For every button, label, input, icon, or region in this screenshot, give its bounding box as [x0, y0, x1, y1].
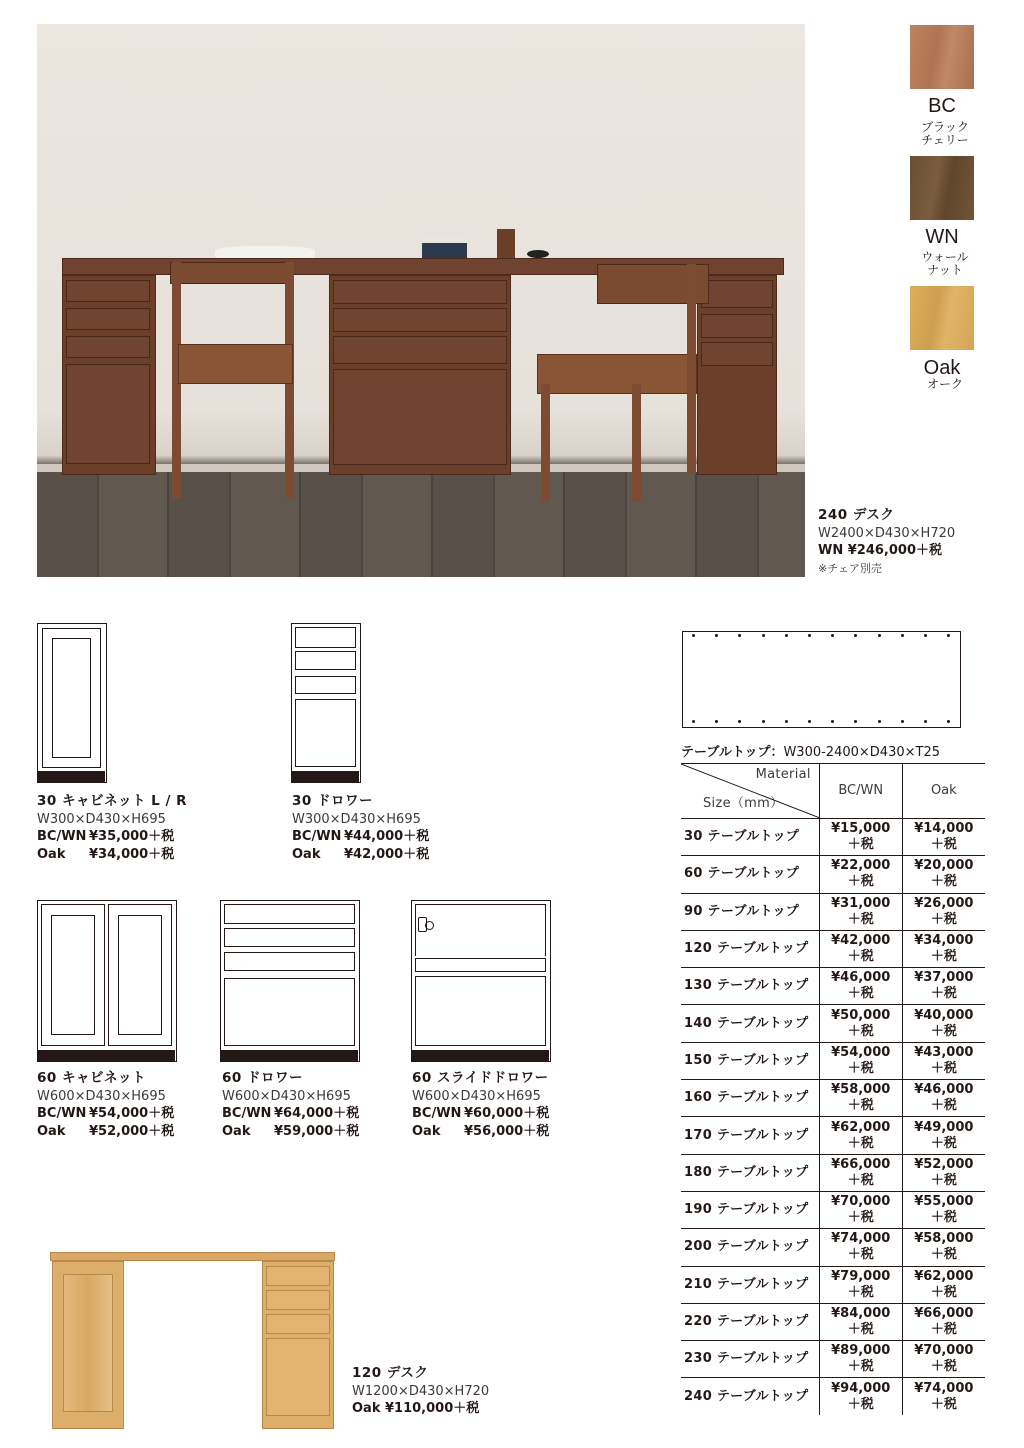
hero-photo-240-desk: [37, 24, 805, 577]
tabletop-dot: [808, 720, 811, 723]
price-amount: ¥37,000: [914, 970, 974, 986]
unit-dims: W300×D430×H695: [37, 811, 166, 827]
price-value: ¥64,000＋税: [274, 1106, 360, 1121]
price-label: Oak: [412, 1123, 441, 1139]
price-amount: ¥40,000: [914, 1007, 974, 1023]
right-chair: [537, 264, 712, 504]
row-size: 130 テーブルトップ: [681, 968, 819, 1005]
row-size: 60 テーブルトップ: [681, 856, 819, 893]
price-amount: ¥62,000: [914, 1268, 974, 1284]
price-tax: ＋税: [847, 1396, 874, 1412]
price-tax: ＋税: [847, 874, 874, 890]
row-price-bc-wn: [819, 1080, 902, 1117]
price-amount: ¥79,000: [831, 1268, 891, 1284]
tabletop-price-table: [681, 763, 985, 1415]
swatch-wn-name-2: ナット: [927, 263, 963, 277]
table-row: [681, 968, 985, 1005]
tabletop-caption-dims: W300-2400×D430×T25: [783, 745, 940, 760]
table-row: [681, 1341, 985, 1378]
tabletop-dot: [762, 634, 765, 637]
swatch-wn-code: WN: [925, 226, 959, 248]
price-amount: ¥89,000: [831, 1343, 891, 1359]
price-tax: ＋税: [930, 1322, 957, 1337]
unit-dims: W300×D430×H695: [292, 811, 421, 827]
tabletop-dot: [738, 720, 741, 723]
price-tax: ＋税: [930, 949, 957, 965]
unit-60-drawer: [222, 1070, 359, 1140]
unit-30-cabinet: [37, 793, 187, 863]
price-value: ¥35,000＋税: [89, 829, 175, 844]
price-amount: ¥55,000: [914, 1194, 974, 1210]
row-price-oak: [902, 856, 985, 893]
swatch-bc-name-1: ブラック: [921, 120, 969, 134]
price-tax: ＋税: [847, 837, 874, 853]
table-header-row: [681, 764, 985, 819]
header-oak: Oak: [902, 764, 985, 819]
price-amount: ¥54,000: [831, 1044, 891, 1060]
swatch-bc-code: BC: [928, 95, 956, 117]
unit-price-bc: [412, 1105, 549, 1123]
row-price-bc-wn: [819, 1005, 902, 1042]
row-size: 150 テーブルトップ: [681, 1042, 819, 1079]
price-label: BC/WN: [37, 829, 87, 844]
tabletop-dot: [831, 634, 834, 637]
price-tax: ＋税: [930, 1247, 957, 1263]
row-price-oak: [902, 968, 985, 1005]
tabletop-dot: [715, 634, 718, 637]
unit-price-bc: [37, 828, 187, 846]
price-tax: ＋税: [930, 1172, 957, 1188]
row-price-bc-wn: [819, 1378, 902, 1415]
price-tax: ＋税: [930, 1210, 957, 1226]
price-tax: ＋税: [930, 986, 957, 1002]
hero-price: WN ¥246,000＋税: [818, 543, 943, 558]
unit-price-oak: [37, 846, 187, 864]
row-price-oak: [902, 930, 985, 967]
price-value: ¥59,000＋税: [274, 1123, 360, 1139]
center-drawer: [333, 369, 507, 465]
row-price-bc-wn: [819, 930, 902, 967]
price-tax: ＋税: [847, 911, 874, 927]
price-value: ¥42,000＋税: [344, 846, 430, 862]
unit-title: 60 スライドドロワー: [412, 1070, 549, 1086]
desk-120-dims: W1200×D430×H720: [352, 1383, 490, 1399]
tabletop-dot: [831, 720, 834, 723]
table-row: [681, 1266, 985, 1303]
tabletop-dot: [785, 720, 788, 723]
table-row: [681, 1080, 985, 1117]
tabletop-dot: [854, 634, 857, 637]
header-bc-wn: BC/WN: [819, 764, 902, 819]
tabletop-dot: [901, 720, 904, 723]
center-drawer: [333, 280, 507, 304]
row-price-oak: [902, 1191, 985, 1228]
tabletop-dot: [947, 720, 950, 723]
price-amount: ¥46,000: [831, 970, 891, 986]
hero-caption: [818, 507, 955, 577]
tabletop-dot: [785, 634, 788, 637]
table-row: [681, 819, 985, 856]
drawing-60-slide-drawer: [411, 900, 551, 1062]
price-amount: ¥94,000: [831, 1380, 891, 1396]
desk-120-title: 120 デスク: [352, 1365, 429, 1381]
price-value: ¥60,000＋税: [464, 1106, 550, 1121]
unit-price-bc: [292, 828, 429, 846]
price-amount: ¥50,000: [831, 1007, 891, 1023]
price-tax: ＋税: [847, 1060, 874, 1076]
center-drawer: [333, 308, 507, 332]
swatch-oak-name-1: オーク: [926, 377, 963, 391]
price-amount: ¥20,000: [914, 858, 974, 874]
price-tax: ＋税: [847, 1135, 874, 1151]
price-amount: ¥58,000: [831, 1082, 891, 1098]
center-drawer: [333, 336, 507, 364]
unit-dims: W600×D430×H695: [222, 1088, 351, 1104]
price-amount: ¥66,000: [914, 1306, 974, 1321]
price-label: BC/WN: [37, 1106, 87, 1121]
price-tax: ＋税: [847, 1284, 874, 1300]
price-amount: ¥34,000: [914, 933, 974, 949]
row-size: 30 テーブルトップ: [681, 819, 819, 856]
table-row: [681, 893, 985, 930]
price-tax: ＋税: [930, 874, 957, 890]
price-tax: ＋税: [847, 1359, 874, 1375]
row-size: 120 テーブルトップ: [681, 930, 819, 967]
row-size: 220 テーブルトップ: [681, 1303, 819, 1340]
unit-price-bc: [222, 1105, 359, 1123]
unit-title: 30 キャビネット L / R: [37, 793, 188, 809]
row-size: 140 テーブルトップ: [681, 1005, 819, 1042]
price-tax: ＋税: [847, 949, 874, 965]
row-price-bc-wn: [819, 856, 902, 893]
row-price-bc-wn: [819, 1042, 902, 1079]
price-amount: ¥26,000: [914, 895, 974, 911]
unit-title: 30 ドロワー: [292, 793, 373, 809]
row-size: 90 テーブルトップ: [681, 893, 819, 930]
price-tax: ＋税: [930, 911, 957, 927]
tabletop-dot: [692, 634, 695, 637]
row-size: 190 テーブルトップ: [681, 1191, 819, 1228]
tabletop-dot: [762, 720, 765, 723]
price-amount: ¥49,000: [914, 1119, 974, 1135]
table-row: [681, 1303, 985, 1340]
price-tax: ＋税: [930, 1060, 957, 1076]
row-price-oak: [902, 1266, 985, 1303]
price-tax: ＋税: [847, 1210, 874, 1226]
book-stack: [422, 238, 467, 258]
tabletop-dot: [738, 634, 741, 637]
swatch-wn: [910, 156, 974, 220]
tabletop-dot: [901, 634, 904, 637]
photo-120-desk: [50, 1252, 335, 1430]
row-price-bc-wn: [819, 1117, 902, 1154]
left-cabinet-drawer: [66, 308, 150, 330]
price-amount: ¥52,000: [914, 1156, 974, 1172]
price-value: ¥54,000＋税: [89, 1106, 175, 1121]
unit-60-slide-drawer: [412, 1070, 549, 1140]
unit-price-oak: [222, 1123, 359, 1141]
table-row: [681, 1042, 985, 1079]
price-amount: ¥42,000: [831, 933, 891, 949]
left-cabinet-door: [66, 364, 150, 464]
price-tax: ＋税: [847, 1322, 874, 1337]
price-amount: ¥31,000: [831, 895, 891, 911]
price-tax: ＋税: [930, 1023, 957, 1039]
price-amount: ¥66,000: [831, 1156, 891, 1172]
price-tax: ＋税: [847, 1023, 874, 1039]
table-header-diagonal: [681, 764, 819, 819]
row-price-oak: [902, 1378, 985, 1415]
price-amount: ¥74,000: [914, 1380, 974, 1396]
price-label: Oak: [292, 846, 321, 862]
tabletop-dot: [924, 634, 927, 637]
price-amount: ¥84,000: [831, 1306, 891, 1321]
desk-120-caption: [352, 1365, 489, 1418]
header-material: Material: [755, 767, 811, 782]
swatch-oak-name: [905, 378, 985, 391]
swatch-wn-name-1: ウォール: [921, 250, 969, 264]
table-row: [681, 930, 985, 967]
header-size: Size（mm）: [703, 796, 784, 811]
unit-title: 60 ドロワー: [222, 1070, 303, 1086]
row-price-oak: [902, 1005, 985, 1042]
price-amount: ¥70,000: [831, 1194, 891, 1210]
price-amount: ¥46,000: [914, 1082, 974, 1098]
tabletop-dot: [947, 634, 950, 637]
unit-price-oak: [37, 1123, 174, 1141]
drawing-30-cabinet: [37, 623, 107, 783]
hero-dims: W2400×D430×H720: [818, 525, 956, 541]
price-amount: ¥22,000: [831, 858, 891, 874]
row-price-bc-wn: [819, 1341, 902, 1378]
row-price-bc-wn: [819, 1191, 902, 1228]
price-label: Oak: [37, 1123, 66, 1139]
price-label: Oak: [222, 1123, 251, 1139]
drawing-30-drawer: [291, 623, 361, 783]
unit-title: 60 キャビネット: [37, 1070, 146, 1086]
row-price-oak: [902, 1303, 985, 1340]
row-price-oak: [902, 1117, 985, 1154]
left-cabinet-drawer: [66, 280, 150, 302]
unit-dims: W600×D430×H695: [37, 1088, 166, 1104]
row-price-oak: [902, 1229, 985, 1266]
row-size: 240 テーブルトップ: [681, 1378, 819, 1415]
price-tax: ＋税: [930, 1135, 957, 1151]
row-size: 170 テーブルトップ: [681, 1117, 819, 1154]
tabletop-dot: [808, 634, 811, 637]
table-row: [681, 1117, 985, 1154]
unit-price-oak: [292, 846, 429, 864]
table-row: [681, 1378, 985, 1415]
price-label: BC/WN: [412, 1106, 462, 1121]
unit-60-cabinet: [37, 1070, 174, 1140]
price-value: ¥56,000＋税: [464, 1123, 550, 1139]
row-size: 160 テーブルトップ: [681, 1080, 819, 1117]
swatch-wn-name: [905, 251, 985, 277]
price-tax: ＋税: [930, 1359, 957, 1375]
tabletop-dot: [878, 634, 881, 637]
left-cabinet-drawer: [66, 336, 150, 358]
price-tax: ＋税: [847, 986, 874, 1002]
price-tax: ＋税: [930, 1396, 957, 1412]
price-amount: ¥62,000: [831, 1119, 891, 1135]
price-amount: ¥43,000: [914, 1044, 974, 1060]
open-book: [215, 246, 315, 258]
table-row: [681, 1191, 985, 1228]
row-price-oak: [902, 1154, 985, 1191]
table-row: [681, 1154, 985, 1191]
price-tax: ＋税: [930, 1098, 957, 1114]
tabletop-dot: [715, 720, 718, 723]
tabletop-caption: [681, 741, 940, 760]
unit-30-drawer: [292, 793, 429, 863]
swatch-oak: [910, 286, 974, 350]
row-price-bc-wn: [819, 819, 902, 856]
drawing-60-drawer: [220, 900, 360, 1062]
price-label: Oak: [37, 846, 66, 862]
price-tax: ＋税: [930, 837, 957, 853]
tabletop-caption-label: テーブルトップ：: [681, 745, 784, 760]
row-price-bc-wn: [819, 893, 902, 930]
swatch-oak-code: Oak: [923, 357, 961, 379]
row-price-oak: [902, 1042, 985, 1079]
price-tax: ＋税: [847, 1247, 874, 1263]
tabletop-dot: [854, 720, 857, 723]
price-amount: ¥74,000: [831, 1231, 891, 1247]
price-tax: ＋税: [847, 1098, 874, 1114]
price-value: ¥44,000＋税: [344, 829, 430, 844]
desk-120-price: Oak ¥110,000＋税: [352, 1401, 480, 1416]
price-value: ¥52,000＋税: [89, 1123, 175, 1139]
swatch-bc-name-2: チェリー: [921, 133, 969, 147]
row-price-bc-wn: [819, 1303, 902, 1340]
price-value: ¥34,000＋税: [89, 846, 175, 862]
row-price-bc-wn: [819, 1266, 902, 1303]
hero-title: 240 デスク: [818, 507, 895, 523]
pen-holder: [497, 229, 515, 258]
row-price-bc-wn: [819, 1229, 902, 1266]
left-chair: [170, 262, 300, 502]
price-amount: ¥70,000: [914, 1343, 974, 1359]
price-amount: ¥15,000: [831, 821, 891, 837]
unit-dims: W600×D430×H695: [412, 1088, 541, 1104]
row-price-bc-wn: [819, 968, 902, 1005]
tabletop-dot: [692, 720, 695, 723]
table-row: [681, 1229, 985, 1266]
swatch-bc-name: [905, 121, 985, 147]
swatch-bc: [910, 25, 974, 89]
tabletop-drawing: [682, 631, 961, 728]
drawing-60-cabinet: [37, 900, 177, 1062]
row-price-oak: [902, 893, 985, 930]
row-price-oak: [902, 819, 985, 856]
price-label: BC/WN: [292, 829, 342, 844]
unit-price-bc: [37, 1105, 174, 1123]
price-tax: ＋税: [930, 1284, 957, 1300]
table-row: [681, 856, 985, 893]
row-size: 180 テーブルトップ: [681, 1154, 819, 1191]
row-price-oak: [902, 1341, 985, 1378]
hero-note: ※チェア別売: [818, 561, 882, 575]
tabletop-dot: [924, 720, 927, 723]
price-amount: ¥14,000: [914, 821, 974, 837]
price-label: BC/WN: [222, 1106, 272, 1121]
row-size: 210 テーブルトップ: [681, 1266, 819, 1303]
price-tax: ＋税: [847, 1172, 874, 1188]
price-amount: ¥58,000: [914, 1231, 974, 1247]
table-row: [681, 1005, 985, 1042]
row-price-oak: [902, 1080, 985, 1117]
desk-tray: [527, 250, 549, 258]
unit-price-oak: [412, 1123, 549, 1141]
tabletop-dot: [878, 720, 881, 723]
row-size: 230 テーブルトップ: [681, 1341, 819, 1378]
row-price-bc-wn: [819, 1154, 902, 1191]
row-size: 200 テーブルトップ: [681, 1229, 819, 1266]
